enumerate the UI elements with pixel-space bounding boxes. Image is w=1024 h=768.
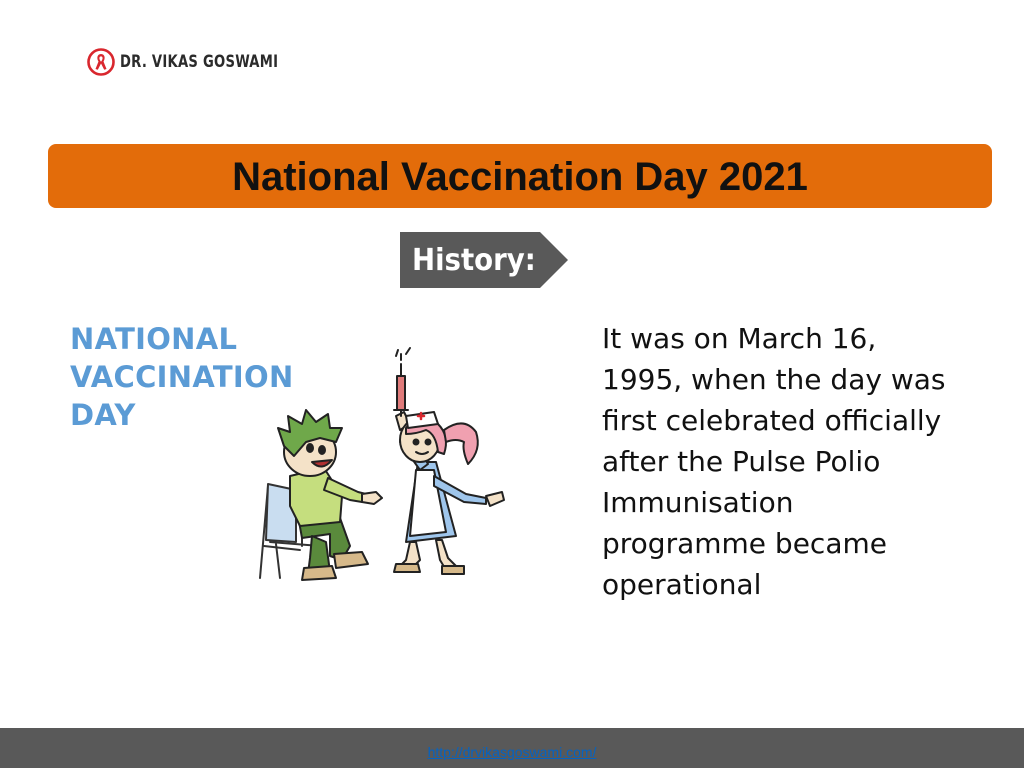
page-title: National Vaccination Day 2021 xyxy=(232,154,808,199)
illustration-title-line: VACCINATION xyxy=(70,360,294,394)
awareness-ribbon-icon xyxy=(86,47,116,77)
logo-text: DR. VIKAS GOSWAMI xyxy=(120,52,279,72)
history-paragraph: It was on March 16, 1995, when the day was first celebrated officially after the Pulse Polio Immunisation programme became operational xyxy=(602,322,946,601)
illustration-title-line: DAY xyxy=(70,398,136,432)
nurse-vaccinating-child-illustration xyxy=(250,346,530,586)
title-banner xyxy=(48,144,992,208)
logo xyxy=(86,46,304,78)
section-label: History: xyxy=(412,243,536,278)
footer-bar xyxy=(0,728,1024,768)
illustration-title-line: NATIONAL xyxy=(70,322,238,356)
website-link[interactable]: http://drvikasgoswami.com/ xyxy=(427,744,597,760)
